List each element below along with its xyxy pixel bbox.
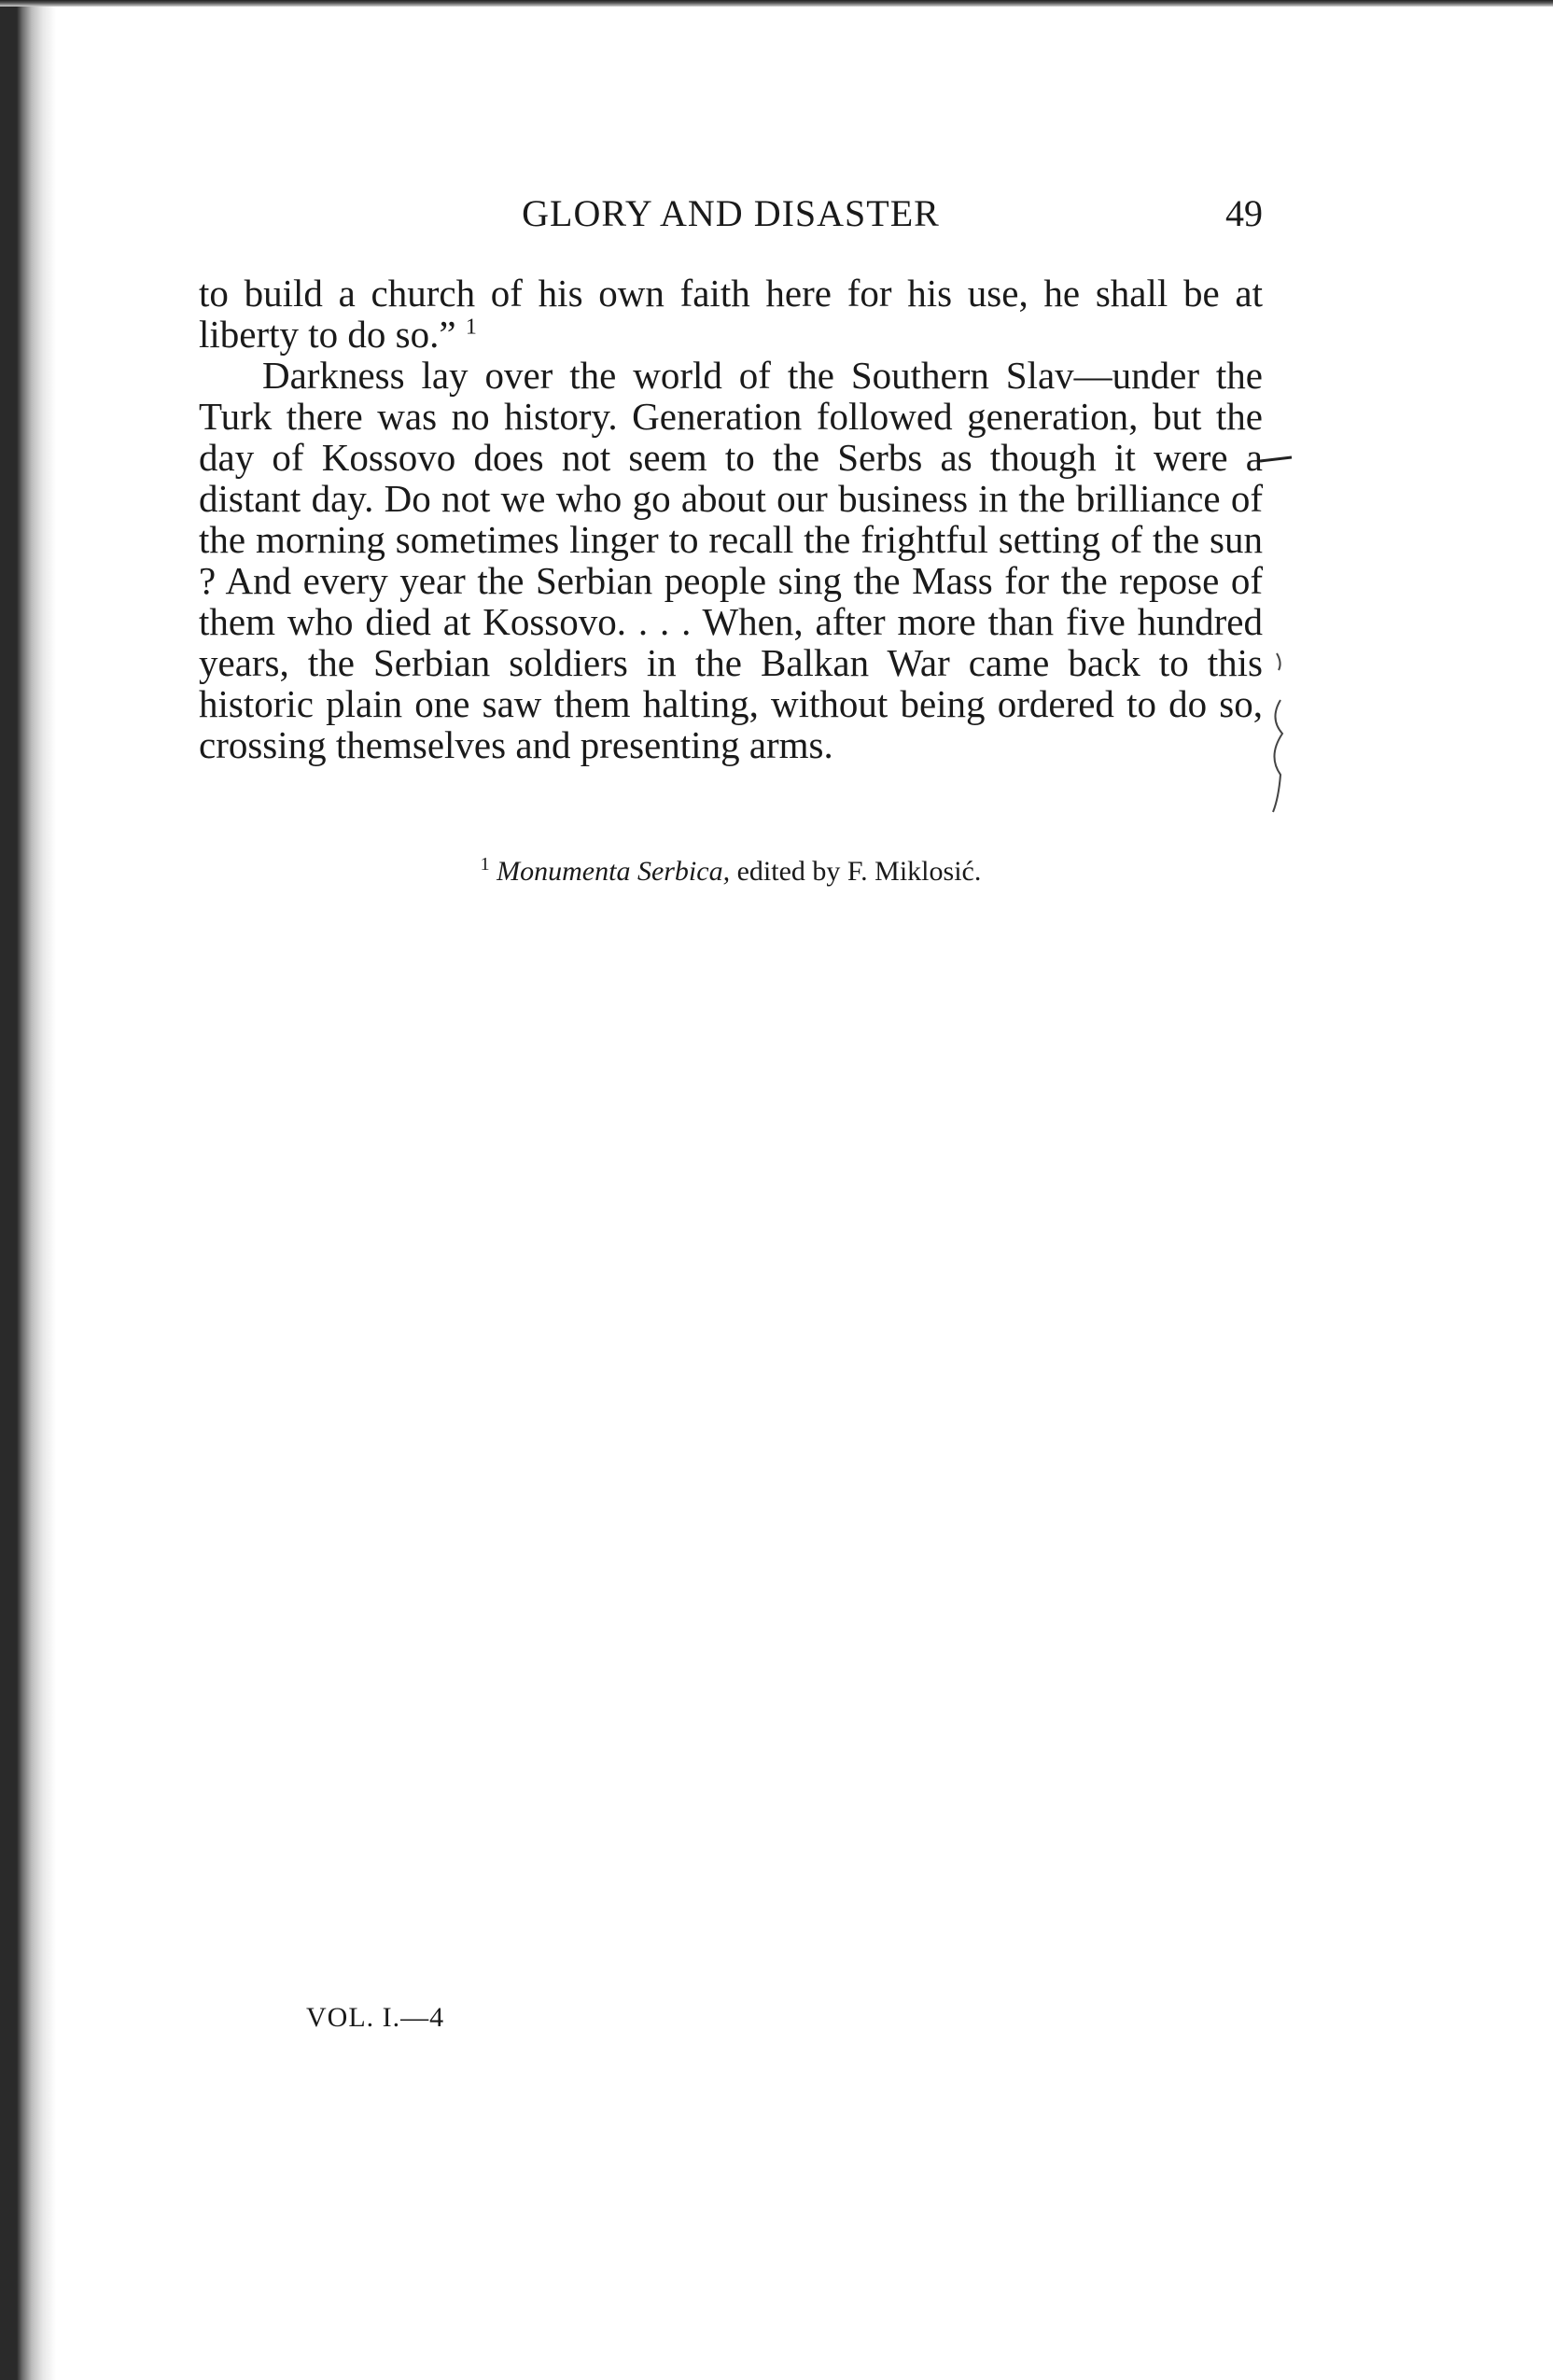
body-text: [199, 273, 1263, 765]
footnote-reference: 1: [465, 315, 477, 340]
page-number: 49: [1225, 192, 1263, 234]
footnote-text: edited by F. Miklosić.: [730, 856, 982, 887]
paragraph-text: to build a church of his own faith here for his use, he shall be at liberty to do so.”: [199, 272, 1263, 356]
page-top-edge: [0, 0, 1553, 7]
margin-annotation-mark: [1260, 439, 1335, 831]
footnote: [199, 854, 1263, 888]
footnote-title: Monumenta Serbica,: [497, 856, 731, 887]
paragraph: [199, 273, 1263, 355]
page-header: [199, 191, 1263, 247]
footnote-marker: 1: [480, 854, 490, 875]
paragraph: Darkness lay over the world of the Southern Slav—under the Turk there was no history. Generation followed generation, but the day of Kossovo does not seem to the Serbs as though it were a distant day. Do not we who go about our business in the brilliance of the morning sometimes linger to recall the frightful setting of the sun ? And every year the Serbian people sing the Mass for the repose of them who died at Kossovo. . . . When, after more than five hundred years, the Serbian soldiers in the Balkan War came back to this historic plain one saw them halting, without being ordered to do so, crossing themselves and presenting arms.: [199, 354, 1263, 766]
running-title: GLORY AND DISASTER: [522, 192, 940, 234]
signature-mark: VOL. I.—4: [306, 2002, 445, 2033]
book-binding-edge: [0, 0, 56, 2380]
